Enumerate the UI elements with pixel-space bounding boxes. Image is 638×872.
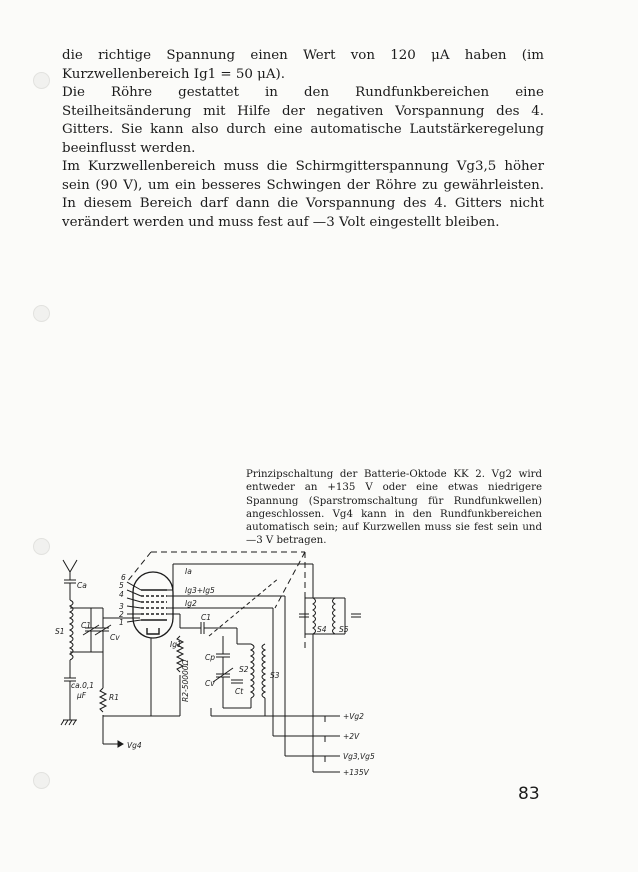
punch-hole-4 [33, 772, 50, 789]
paragraph-1: die richtige Spannung einen Wert von 120 μA haben (im Kurzwellenbereich Ig1 = 50 μA). [62, 48, 544, 82]
label-pin4: 4 [119, 590, 124, 599]
figure-caption: Prinzipschaltung der Batterie-Oktode KK 2. Vg2 wird entweder an +135 V oder eine etwas niedrigere Spannung (Sparstromschaltung für Rundfunkwellen) angeschlossen. Vg4 kann in den Rundfunkbereichen automatisch sein; auf Kurzwellen muss sie fest sein und —3 V betragen. [246, 469, 542, 547]
antenna-symbol [63, 560, 77, 580]
label-s2: S2 [239, 665, 249, 674]
label-ig35: Ig3+Ig5 [185, 586, 215, 595]
resistor-r1 [100, 688, 106, 712]
capacitor-c1b [201, 622, 204, 634]
label-ig2: Ig2 [185, 599, 197, 608]
label-s4: S4 [317, 625, 327, 634]
coil-s5 [333, 598, 336, 634]
capacitor-ca [64, 580, 76, 583]
label-ca: Ca [77, 581, 87, 590]
terminal-vg2: +Vg2 [343, 712, 364, 721]
body-text [62, 47, 544, 232]
capacitor-s4-trimmer [299, 614, 309, 617]
paragraph-3: Im Kurzwellenbereich muss die Schirmgitterspannung Vg3,5 höher sein (90 V), um ein besseres Schwingen der Röhre zu gewährleisten. In diesem Bereich darf dann die Vorspannung des 4. Gitters nicht verändert werden und muss fest auf —3 Volt eingestellt bleiben. [62, 159, 544, 230]
label-uf: μF [77, 691, 87, 700]
label-ca01: ca.0,1 [71, 681, 95, 690]
label-ig1: Ig1 [170, 640, 182, 649]
capacitor-ct [231, 680, 243, 683]
terminal-2v: +2V [343, 732, 360, 741]
capacitor-cp [216, 654, 230, 657]
tube-kk2 [133, 572, 173, 638]
label-s3: S3 [270, 671, 280, 680]
coil-s1 [70, 600, 73, 660]
label-c1: C1 [81, 621, 92, 630]
label-r1: R1 [109, 693, 119, 702]
label-pin3: 3 [119, 602, 124, 611]
terminal-135v: +135V [343, 768, 369, 777]
punch-hole-3 [33, 538, 50, 555]
label-pin2: 2 [119, 610, 124, 619]
paragraph-2: Die Röhre gestattet in den Rundfunkbereichen eine Steilheitsänderung mit Hilfe der negativen Vorspannung des 4. Gitters. Sie kann also durch eine automatische Lautstärkeregelung beeinflusst werden. [62, 85, 544, 156]
punch-hole-2 [33, 305, 50, 322]
label-cv1: Cv [110, 633, 120, 642]
circuit-schematic [55, 548, 395, 788]
label-cv2: Cv [205, 679, 215, 688]
label-c1b: C1 [201, 613, 212, 622]
label-pin1: 1 [119, 618, 124, 627]
terminal-vg3-vg5: Vg3,Vg5 [343, 752, 375, 761]
label-cp: Cp [205, 653, 215, 662]
label-s5: S5 [339, 625, 349, 634]
label-ct: Ct [235, 687, 244, 696]
label-vg4: Vg4 [127, 741, 142, 750]
label-s1: S1 [55, 627, 65, 636]
page-number: 83 [518, 784, 540, 804]
label-ia: Ia [185, 567, 192, 576]
coil-s2 [251, 644, 254, 698]
label-pin5: 5 [119, 581, 124, 590]
capacitor-s5-trimmer [351, 614, 361, 617]
coil-s3 [262, 644, 265, 698]
coil-s4 [313, 598, 316, 634]
label-pin6: 6 [121, 573, 126, 582]
tube-electrodes [141, 590, 167, 634]
punch-hole-1 [33, 72, 50, 89]
ground-symbol [61, 720, 77, 725]
label-r2: R2-50000Ω [181, 659, 190, 702]
